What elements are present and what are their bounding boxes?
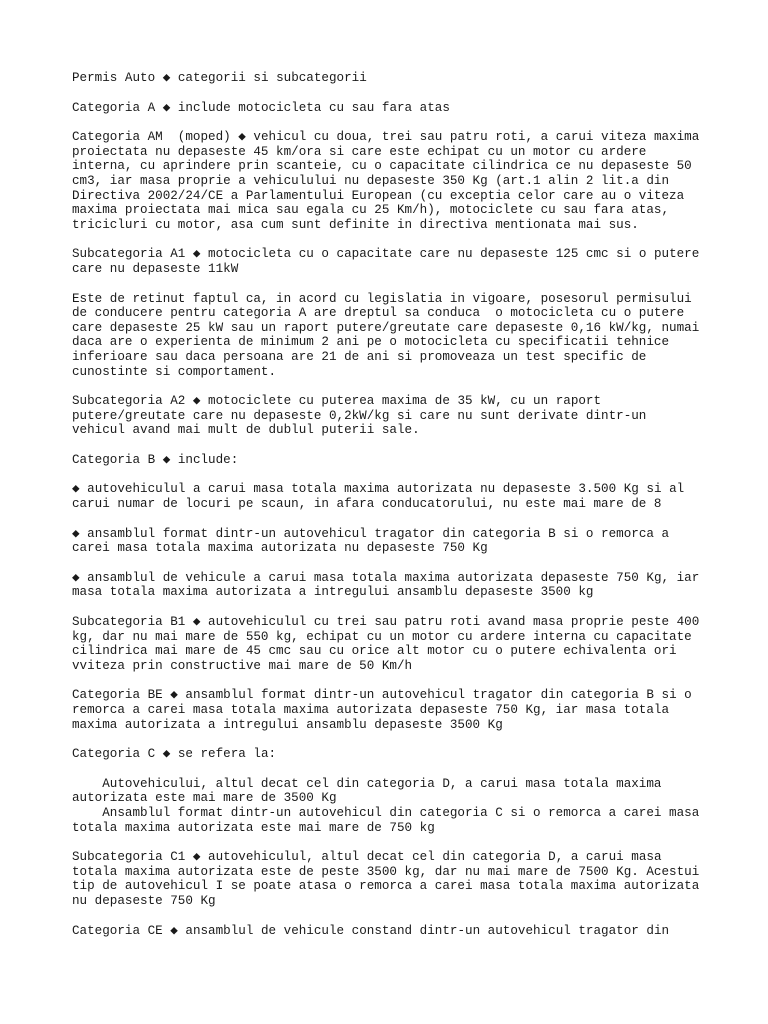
paragraph [72, 101, 712, 116]
paragraph [72, 615, 712, 673]
text-line: Directiva 2002/24/CE a Parlamentului European (cu exceptia celor care au o viteza [72, 188, 685, 203]
text-line: Categoria C ◆ se refera la: [72, 747, 277, 762]
paragraph [72, 777, 712, 835]
text-line: care depaseste 25 kW sau un raport putere/greutate care depaseste 0,16 kW/kg, numai [72, 320, 700, 335]
text-line: Subcategoria A2 ◆ motociclete cu puterea maxima de 35 kW, cu un raport [72, 394, 602, 409]
text-line: Categoria AM (moped) ◆ vehicul cu doua, trei sau patru roti, a carui viteza maxima [72, 130, 700, 145]
paragraph [72, 527, 712, 556]
text-line: totala maxima autorizata este de peste 3500 kg, dar nu mai mare de 7500 Kg. Acestui [72, 864, 700, 879]
text-line: cunostinte si comportament. [72, 364, 277, 379]
text-line: proiectata nu depaseste 45 km/ora si care este echipat cu un motor cu ardere [72, 144, 647, 159]
paragraph [72, 850, 712, 908]
paragraph [72, 394, 712, 438]
text-line: cilindrica mai mare de 45 cmc sau cu orice alt motor cu o putere echivalenta ori [72, 644, 677, 659]
text-line: remorca a carei masa totala maxima autorizata depaseste 750 Kg, iar masa totala [72, 703, 670, 717]
text-line: maxima proiectata mai mica sau egala cu 25 Km/h), motociclete cu sau fara atas, [72, 203, 670, 218]
text-line: Subcategoria B1 ◆ autovehiculul cu trei sau patru roti avand masa proprie peste 400 [72, 615, 700, 630]
text-line: tricicluri cu motor, asa cum sunt definite in directiva mentionata mai sus. [72, 217, 639, 232]
text-line: carei masa totala maxima autorizata nu depaseste 750 Kg [72, 541, 488, 556]
text-line: totala maxima autorizata este mai mare de 750 kg [72, 820, 435, 835]
paragraph [72, 571, 712, 600]
text-line: Categoria CE ◆ ansamblul de vehicule constand dintr-un autovehicul tragator din [72, 923, 670, 938]
text-line: Permis Auto ◆ categorii si subcategorii [72, 71, 367, 85]
text-line: Autovehicului, altul decat cel din categoria D, a carui masa totala maxima [72, 776, 662, 791]
text-line: maxima autorizata a intregului ansamblu depaseste 3500 Kg [72, 717, 503, 732]
text-line: Subcategoria A1 ◆ motocicleta cu o capacitate care nu depaseste 125 cmc si o putere [72, 247, 700, 262]
text-line: Categoria BE ◆ ansamblul format dintr-un autovehicul tragator din categoria B si o [72, 688, 692, 703]
paragraph [72, 292, 712, 380]
text-line: vehicul avand mai mult de dublul puterii sale. [72, 423, 420, 438]
document-page [72, 71, 712, 953]
text-line: daca are o experienta de minimum 2 ani pe o motocicleta cu specificatii tehnice [72, 335, 670, 350]
paragraph [72, 71, 712, 86]
text-line: Categoria A ◆ include motocicleta cu sau fara atas [72, 100, 450, 115]
paragraph [72, 482, 712, 511]
text-line: inferioare sau daca persoana are 21 de ani si promoveaza un test specific de [72, 349, 647, 364]
paragraph [72, 247, 712, 276]
paragraph [72, 924, 712, 939]
text-line: interna, cu aprindere prin scanteie, cu o capacitate cilindrica ce nu depaseste 50 [72, 159, 692, 174]
text-line: masa totala maxima autorizata a intregului ansamblu depaseste 3500 kg [72, 585, 594, 600]
text-line: tip de autovehicul I se poate atasa o remorca a carei masa totala maxima autorizata [72, 879, 700, 894]
text-line: nu depaseste 750 Kg [72, 893, 216, 908]
text-line: Categoria B ◆ include: [72, 452, 239, 467]
text-line: carui numar de locuri pe scaun, in afara conducatorului, nu este mai mare de 8 [72, 497, 662, 512]
text-line: de conducere pentru categoria A are dreptul sa conduca o motocicleta cu o putere [72, 306, 685, 321]
paragraph [72, 130, 712, 232]
text-line: ◆ autovehiculul a carui masa totala maxima autorizata nu depaseste 3.500 Kg si al [72, 482, 685, 497]
text-line: Ansamblul format dintr-un autovehicul din categoria C si o remorca a carei masa [72, 805, 700, 820]
text-line: kg, dar nu mai mare de 550 kg, echipat cu un motor cu ardere interna cu capacitate [72, 629, 692, 644]
text-line: vviteza prin constructive mai mare de 50 Km/h [72, 658, 413, 673]
text-line: ◆ ansamblul de vehicule a carui masa totala maxima autorizata depaseste 750 Kg, iar [72, 570, 700, 585]
text-line: autorizata este mai mare de 3500 Kg [72, 791, 337, 806]
text-line: ◆ ansamblul format dintr-un autovehicul tragator din categoria B si o remorca a [72, 526, 670, 541]
text-line: Subcategoria C1 ◆ autovehiculul, altul decat cel din categoria D, a carui masa [72, 850, 662, 865]
text-line: care nu depaseste 11kW [72, 261, 239, 276]
paragraph [72, 453, 712, 468]
text-line: cm3, iar masa proprie a vehiculului nu depaseste 350 Kg (art.1 alin 2 lit.a din [72, 173, 670, 188]
paragraph [72, 747, 712, 762]
text-line: Este de retinut faptul ca, in acord cu legislatia in vigoare, posesorul permisului [72, 291, 692, 306]
paragraph [72, 688, 712, 732]
text-line: putere/greutate care nu depaseste 0,2kW/kg si care nu sunt derivate dintr-un [72, 408, 647, 423]
